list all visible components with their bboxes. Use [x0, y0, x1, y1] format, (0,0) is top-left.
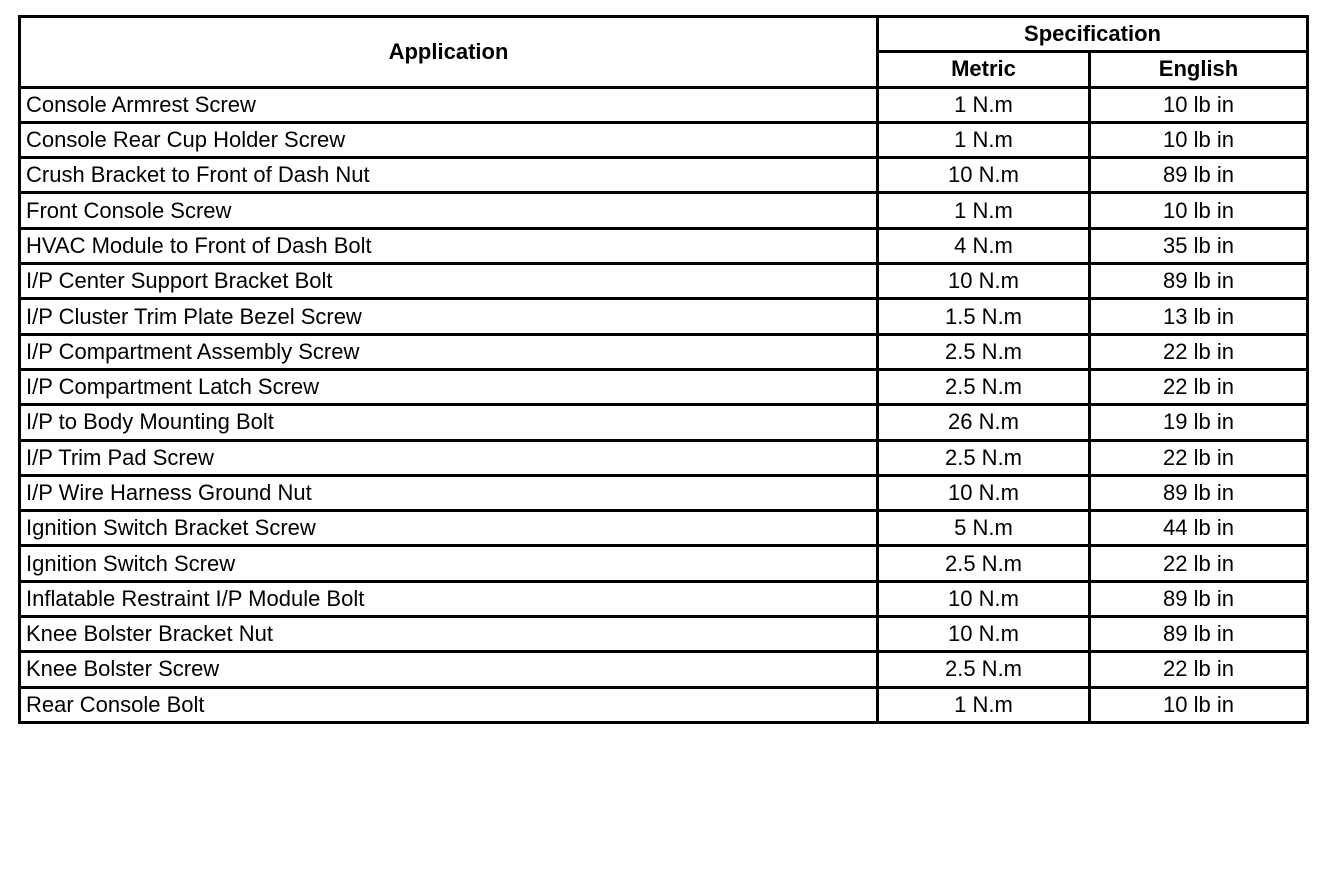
cell-metric: 2.5 N.m — [878, 369, 1090, 404]
cell-english: 89 lb in — [1090, 617, 1308, 652]
cell-english: 19 lb in — [1090, 405, 1308, 440]
cell-english: 10 lb in — [1090, 122, 1308, 157]
cell-english: 89 lb in — [1090, 581, 1308, 616]
cell-english: 22 lb in — [1090, 546, 1308, 581]
cell-metric: 10 N.m — [878, 264, 1090, 299]
cell-application: Console Rear Cup Holder Screw — [20, 122, 878, 157]
cell-application: I/P Center Support Bracket Bolt — [20, 264, 878, 299]
column-header-metric: Metric — [878, 52, 1090, 87]
table-row — [20, 193, 1308, 228]
cell-metric: 1.5 N.m — [878, 299, 1090, 334]
table-row — [20, 405, 1308, 440]
column-header-specification: Specification — [878, 17, 1308, 52]
cell-english: 10 lb in — [1090, 687, 1308, 722]
cell-metric: 2.5 N.m — [878, 440, 1090, 475]
cell-application: Front Console Screw — [20, 193, 878, 228]
table-row — [20, 369, 1308, 404]
column-header-application: Application — [20, 17, 878, 88]
table-body — [20, 87, 1308, 722]
cell-metric: 1 N.m — [878, 87, 1090, 122]
fastener-specification-table — [18, 15, 1309, 724]
column-header-english: English — [1090, 52, 1308, 87]
cell-metric: 1 N.m — [878, 193, 1090, 228]
cell-metric: 1 N.m — [878, 122, 1090, 157]
cell-english: 35 lb in — [1090, 228, 1308, 263]
cell-application: I/P Compartment Latch Screw — [20, 369, 878, 404]
table-row — [20, 228, 1308, 263]
table-row — [20, 581, 1308, 616]
table-header-row — [20, 17, 1308, 52]
table-row — [20, 652, 1308, 687]
cell-metric: 26 N.m — [878, 405, 1090, 440]
table-row — [20, 546, 1308, 581]
cell-metric: 2.5 N.m — [878, 546, 1090, 581]
table-row — [20, 511, 1308, 546]
cell-application: Knee Bolster Bracket Nut — [20, 617, 878, 652]
cell-english: 10 lb in — [1090, 193, 1308, 228]
table-row — [20, 475, 1308, 510]
table-row — [20, 264, 1308, 299]
table-row — [20, 158, 1308, 193]
cell-metric: 10 N.m — [878, 617, 1090, 652]
cell-english: 89 lb in — [1090, 158, 1308, 193]
cell-english: 89 lb in — [1090, 264, 1308, 299]
cell-english: 22 lb in — [1090, 369, 1308, 404]
cell-application: I/P Compartment Assembly Screw — [20, 334, 878, 369]
table-row — [20, 687, 1308, 722]
cell-application: Ignition Switch Bracket Screw — [20, 511, 878, 546]
cell-application: I/P Cluster Trim Plate Bezel Screw — [20, 299, 878, 334]
cell-english: 10 lb in — [1090, 87, 1308, 122]
cell-english: 22 lb in — [1090, 652, 1308, 687]
cell-english: 22 lb in — [1090, 440, 1308, 475]
cell-english: 22 lb in — [1090, 334, 1308, 369]
cell-application: I/P to Body Mounting Bolt — [20, 405, 878, 440]
table-row — [20, 440, 1308, 475]
cell-application: I/P Trim Pad Screw — [20, 440, 878, 475]
cell-application: Inflatable Restraint I/P Module Bolt — [20, 581, 878, 616]
table-row — [20, 617, 1308, 652]
cell-metric: 1 N.m — [878, 687, 1090, 722]
cell-metric: 10 N.m — [878, 475, 1090, 510]
cell-metric: 10 N.m — [878, 581, 1090, 616]
cell-application: I/P Wire Harness Ground Nut — [20, 475, 878, 510]
cell-metric: 10 N.m — [878, 158, 1090, 193]
cell-metric: 2.5 N.m — [878, 652, 1090, 687]
cell-application: Crush Bracket to Front of Dash Nut — [20, 158, 878, 193]
cell-application: Rear Console Bolt — [20, 687, 878, 722]
cell-application: Ignition Switch Screw — [20, 546, 878, 581]
table-row — [20, 87, 1308, 122]
table-row — [20, 334, 1308, 369]
cell-application: HVAC Module to Front of Dash Bolt — [20, 228, 878, 263]
cell-application: Knee Bolster Screw — [20, 652, 878, 687]
cell-english: 13 lb in — [1090, 299, 1308, 334]
cell-english: 44 lb in — [1090, 511, 1308, 546]
cell-english: 89 lb in — [1090, 475, 1308, 510]
cell-application: Console Armrest Screw — [20, 87, 878, 122]
cell-metric: 5 N.m — [878, 511, 1090, 546]
cell-metric: 2.5 N.m — [878, 334, 1090, 369]
table-row — [20, 299, 1308, 334]
cell-metric: 4 N.m — [878, 228, 1090, 263]
table-row — [20, 122, 1308, 157]
